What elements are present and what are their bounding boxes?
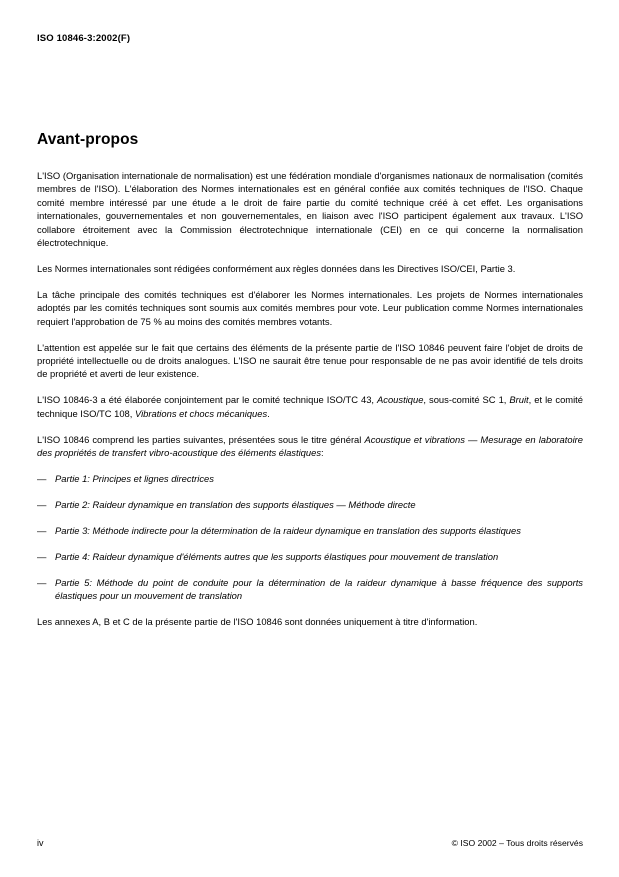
parts-list [37,472,583,602]
list-item-label: Partie 3: Méthode indirecte pour la détermination de la raideur dynamique en translation des supports élastiques [55,524,521,536]
list-item-label: Partie 1: Principes et lignes directrices [55,472,214,484]
list-item-label: Partie 5: Méthode du point de conduite pour la détermination de la raideur dynamique à basse fréquence des supports élastiques pour un mouvement de translation [55,576,583,601]
em-dash-bullet-icon: — [37,550,47,562]
tc-italic-bruit: Bruit [509,394,529,406]
parts-intro-italic-title: Acoustique et vibrations — Mesurage en laboratoire des propriétés de transfert vibro-acoustique des éléments élastiques [37,433,583,458]
paragraph-iso-definition: L'ISO (Organisation internationale de normalisation) est une fédération mondiale d'organismes nationaux de normalisation (comités membres de l'ISO). L'élaboration des Normes internationales est en général confiée aux comités techniques de l'ISO. Chaque comité membre intéressé par une étude a le droit de faire partie du comité technique créé à cet effet. Les organisations internationales, gouvernementales et non gouvernementales, en liaison avec l'ISO participent également aux travaux. L'ISO collabore étroitement avec la Commission électrotechnique internationale (CEI) en ce qui concerne la normalisation électrotechnique. [37,170,583,249]
parts-intro-text-1: L'ISO 10846 comprend les parties suivantes, présentées sous le titre général [37,433,365,445]
parts-intro-text-2: : [321,447,324,458]
em-dash-bullet-icon: — [37,472,47,484]
list-item [37,472,583,485]
em-dash-bullet-icon: — [37,524,47,536]
paragraph-technical-committee [37,393,583,420]
tc-text-2: , sous-comité SC 1, [423,394,510,406]
section-title: Avant-propos [37,131,139,148]
em-dash-bullet-icon: — [37,576,47,588]
list-item [37,576,583,603]
list-item-label: Partie 4: Raideur dynamique d'éléments autres que les supports élastiques pour mouvement de translation [55,550,499,562]
page-number: iv [37,838,44,848]
tc-text-1: L'ISO 10846-3 a été élaborée conjointement par le comité technique ISO/TC 43, [37,394,378,406]
tc-text-4: . [267,407,270,419]
tc-italic-acoustique: Acoustique [377,394,424,406]
list-item [37,524,583,537]
tc-italic-vibrations: Vibrations et chocs mécaniques [134,407,268,419]
em-dash-bullet-icon: — [37,498,47,510]
paragraph-patent-rights: L'attention est appelée sur le fait que certains des éléments de la présente partie de l'ISO 10846 peuvent faire l'objet de droits de propriété intellectuelle ou de droits analogues. L'ISO ne saurait être tenue pour responsable de ne pas avoir identifié de tels droits de propriété et averti de leur existence. [37,341,583,380]
list-item-label: Partie 2: Raideur dynamique en translation des supports élastiques — Méthode directe [55,498,416,510]
paragraph-parts-intro [37,433,583,460]
paragraph-committee-task: La tâche principale des comités techniques est d'élaborer les Normes internationales. Les projets de Normes internationales adoptés par les comités techniques sont soumis aux comités membres pour vote. Leur publication comme Normes internationales requiert l'approbation de 75 % au moins des comités membres votants. [37,288,583,327]
list-item [37,550,583,563]
page-content [37,131,583,628]
copyright-notice: © ISO 2002 – Tous droits réservés [451,838,583,848]
tc-text-3: , et le comité technique ISO/TC 108, [37,394,583,419]
running-head: ISO 10846-3:2002(F) [37,33,131,44]
list-item [37,498,583,511]
paragraph-directives: Les Normes internationales sont rédigées conformément aux règles données dans les Directives ISO/CEI, Partie 3. [37,262,516,274]
paragraph-annexes: Les annexes A, B et C de la présente partie de l'ISO 10846 sont données uniquement à titre d'information. [37,615,478,627]
page-footer [37,838,583,848]
